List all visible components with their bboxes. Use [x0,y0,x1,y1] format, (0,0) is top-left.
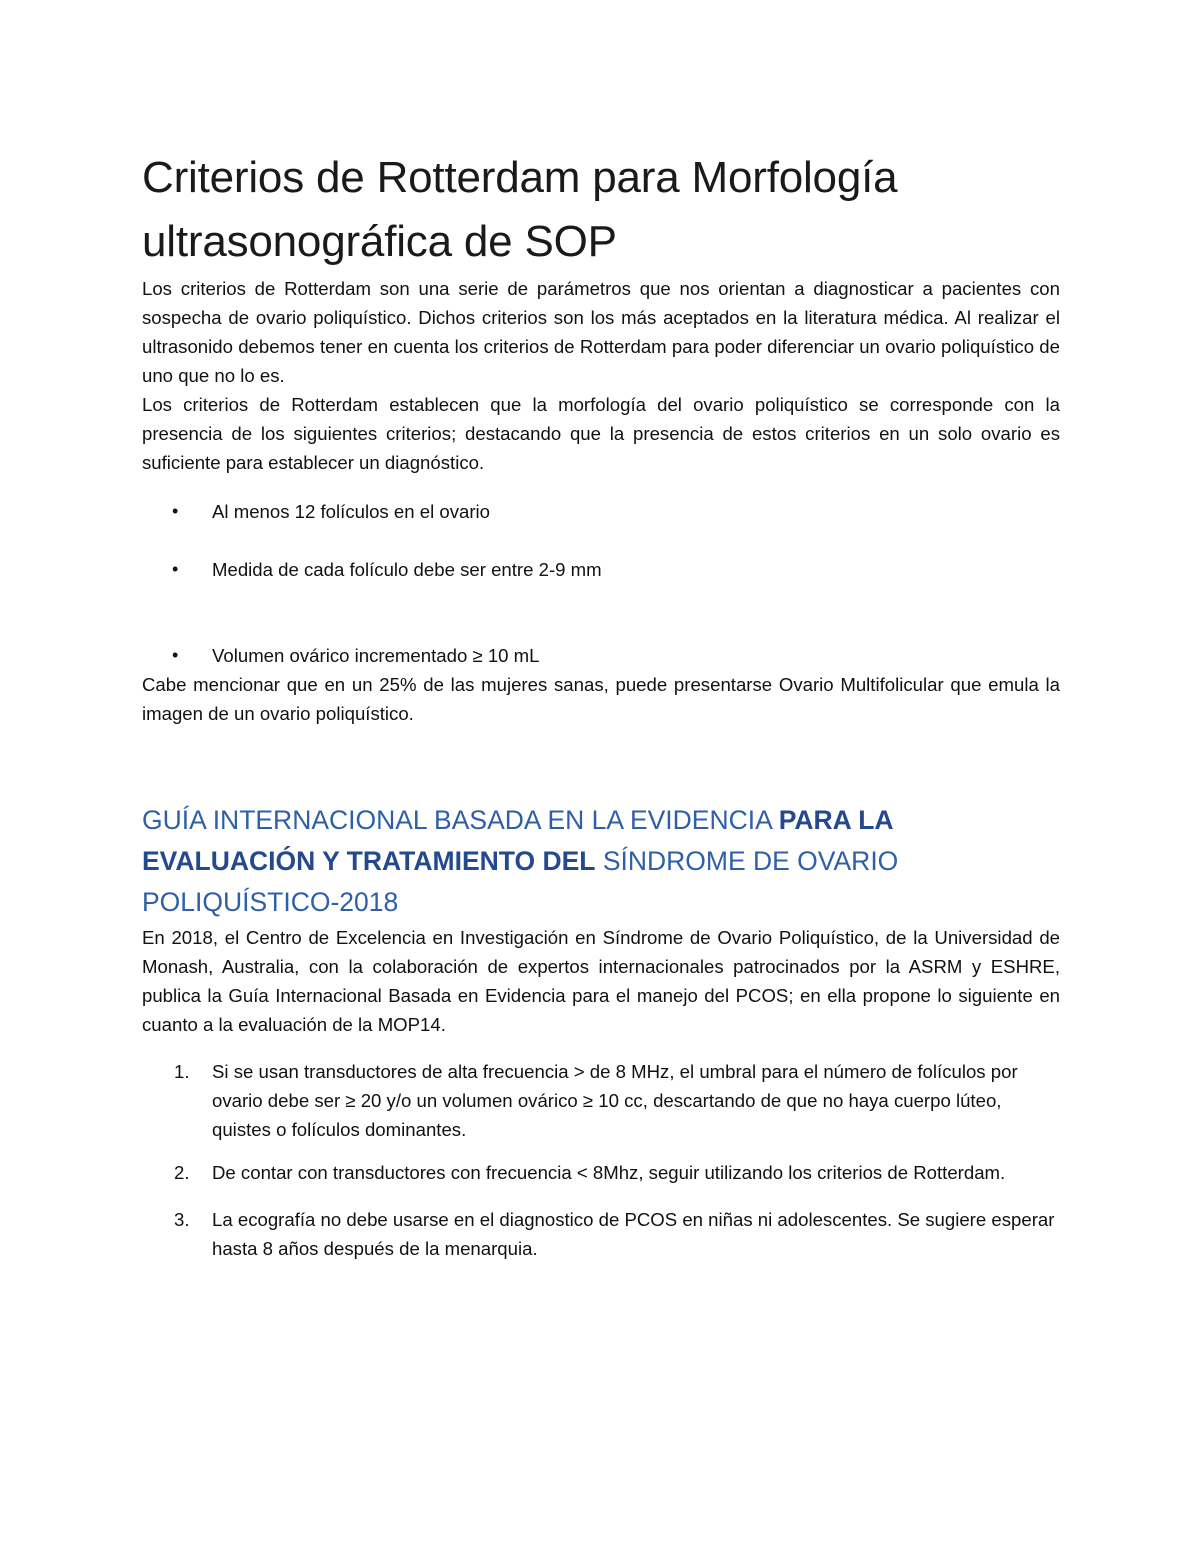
bullet-text: Volumen ovárico incrementado ≥ 10 mL [212,645,540,666]
bullet-icon: • [172,501,179,521]
bullet-text: Medida de cada folículo debe ser entre 2-9 mm [212,559,602,580]
criteria-paragraph: Los criterios de Rotterdam establecen que la morfología del ovario poliquístico se corresponde con la presencia de los siguientes criterios; destacando que la presencia de estos criterios en un solo ovario es suficiente para establecer un diagnóstico. [142,394,1060,473]
section-heading-part1: GUÍA INTERNACIONAL BASADA EN LA EVIDENCIA [142,805,779,835]
section-heading [142,800,1060,923]
numbered-item [142,1158,1060,1187]
document-content [142,146,1060,1263]
numbered-item [142,1205,1060,1263]
criteria-bullet-list [142,497,1060,670]
multifollicular-paragraph: Cabe mencionar que en un 25% de las mujeres sanas, puede presentarse Ovario Multifolicular que emula la imagen de un ovario poliquístico. [142,674,1060,724]
document-title: Criterios de Rotterdam para Morfología ultrasonográfica de SOP [142,153,898,266]
item-text: La ecografía no debe usarse en el diagnostico de PCOS en niñas ni adolescentes. Se sugiere esperar hasta 8 años después de la menarquia. [212,1209,1055,1259]
intro-paragraph: Los criterios de Rotterdam son una serie de parámetros que nos orientan a diagnosticar a pacientes con sospecha de ovario poliquístico. Dichos criterios son los más aceptados en la literatura médica. Al realizar el ultrasonido debemos tener en cuenta los criterios de Rotterdam para poder diferenciar un ovario poliquístico de uno que no lo es. [142,278,1060,386]
item-number: 3. [174,1209,190,1230]
numbered-item [142,1057,1060,1144]
item-text: De contar con transductores con frecuencia < 8Mhz, seguir utilizando los criterios de Rotterdam. [212,1162,1006,1183]
item-number: 1. [174,1061,190,1082]
bullet-icon: • [172,559,179,579]
guideline-paragraph: En 2018, el Centro de Excelencia en Investigación en Síndrome de Ovario Poliquístico, de la Universidad de Monash, Australia, con la colaboración de expertos internacionales patrocinados por la ASRM y ESHRE, publica la Guía Internacional Basada en Evidencia para el manejo del PCOS; en ella propone lo siguiente en cuanto a la evaluación de la MOP14. [142,927,1060,1035]
bullet-icon: • [172,645,179,665]
bullet-item [142,555,1060,584]
bullet-item [142,497,1060,526]
recommendations-list [142,1057,1060,1263]
item-number: 2. [174,1162,190,1183]
section-heading-bold: PARA LA EVALUACIÓN Y TRATAMIENTO DEL [142,805,893,876]
bullet-text: Al menos 12 folículos en el ovario [212,501,491,522]
bullet-item [142,641,1060,670]
item-text: Si se usan transductores de alta frecuencia > de 8 MHz, el umbral para el número de folículos por ovario debe ser ≥ 20 y/o un volumen ovárico ≥ 10 cc, descartando de que no haya cuerpo lúteo, quistes o folículos dominantes. [212,1061,1018,1140]
section-heading-part3: SÍNDROME DE OVARIO POLIQUÍSTICO-2018 [142,846,899,917]
